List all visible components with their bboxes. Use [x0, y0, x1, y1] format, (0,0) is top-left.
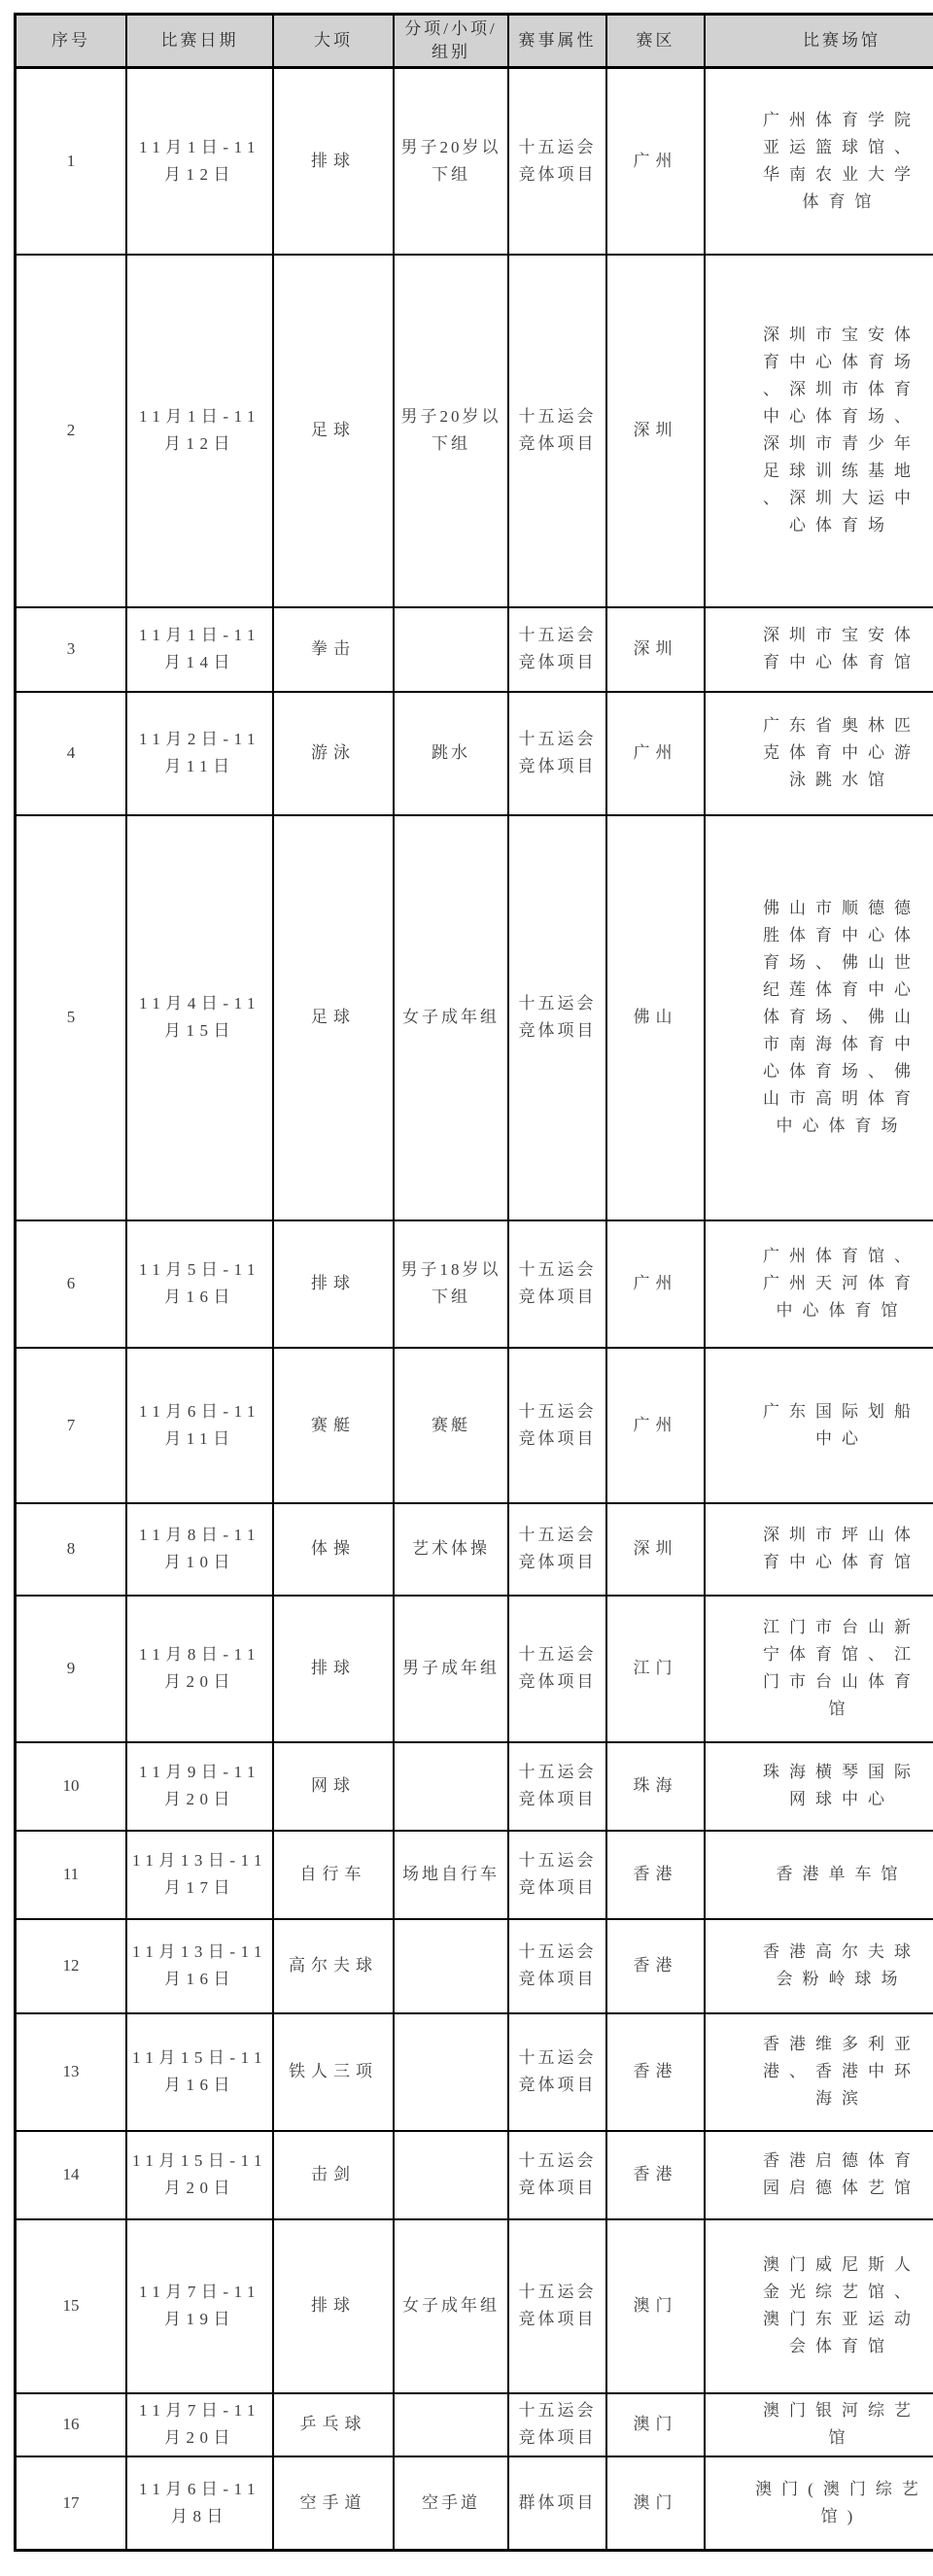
- cell-zone: 澳门: [606, 2393, 705, 2456]
- cell-zone: 澳门: [606, 2219, 705, 2393]
- cell-zone: 香港: [606, 1831, 705, 1919]
- cell-subitem: [394, 1742, 508, 1831]
- table-header: [16, 15, 933, 68]
- cell-index: 4: [16, 692, 127, 815]
- cell-date: 11月15日-11月20日: [126, 2131, 273, 2219]
- table-row: [16, 2131, 933, 2219]
- cell-attribute: 十五运会竞体项目: [508, 2013, 606, 2131]
- cell-sport: 击剑: [273, 2131, 394, 2219]
- cell-zone: 澳门: [606, 2456, 705, 2551]
- cell-zone: 广州: [606, 68, 705, 255]
- cell-venue: 深圳市宝安体育中心体育场、深圳市体育中心体育场、深圳市青少年足球训练基地、深圳大运中心体育场: [705, 255, 933, 607]
- cell-zone: 深圳: [606, 607, 705, 692]
- cell-date: 11月5日-11月16日: [126, 1220, 273, 1348]
- cell-subitem: 女子成年组: [394, 2219, 508, 2393]
- table-row: [16, 1220, 933, 1348]
- cell-subitem: [394, 2013, 508, 2131]
- table-row: [16, 1596, 933, 1742]
- cell-venue: 深圳市坪山体育中心体育馆: [705, 1503, 933, 1596]
- cell-venue: 香港单车馆: [705, 1831, 933, 1919]
- cell-venue: 广州体育馆、广州天河体育中心体育馆: [705, 1220, 933, 1348]
- cell-subitem: [394, 2393, 508, 2456]
- cell-index: 11: [16, 1831, 127, 1919]
- cell-date: 11月1日-11月12日: [126, 68, 273, 255]
- competition-schedule-table: [14, 13, 933, 2552]
- cell-index: 5: [16, 815, 127, 1220]
- cell-attribute: 十五运会竞体项目: [508, 1831, 606, 1919]
- cell-sport: 排球: [273, 2219, 394, 2393]
- cell-index: 1: [16, 68, 127, 255]
- cell-date: 11月4日-11月15日: [126, 815, 273, 1220]
- cell-subitem: 男子20岁以下组: [394, 255, 508, 607]
- cell-sport: 足球: [273, 815, 394, 1220]
- cell-zone: 深圳: [606, 1503, 705, 1596]
- cell-sport: 排球: [273, 68, 394, 255]
- cell-subitem: [394, 2131, 508, 2219]
- cell-attribute: 十五运会竞体项目: [508, 1596, 606, 1742]
- cell-attribute: 十五运会竞体项目: [508, 692, 606, 815]
- column-header-zone: 赛区: [606, 15, 705, 68]
- cell-attribute: 十五运会竞体项目: [508, 1220, 606, 1348]
- cell-sport: 乒乓球: [273, 2393, 394, 2456]
- column-header-attribute: 赛事属性: [508, 15, 606, 68]
- cell-zone: 广州: [606, 692, 705, 815]
- cell-sport: 排球: [273, 1220, 394, 1348]
- column-header-sport: 大项: [273, 15, 394, 68]
- cell-venue: 香港维多利亚港、香港中环海滨: [705, 2013, 933, 2131]
- cell-index: 14: [16, 2131, 127, 2219]
- cell-index: 16: [16, 2393, 127, 2456]
- cell-subitem: 跳水: [394, 692, 508, 815]
- cell-subitem: [394, 1919, 508, 2013]
- table-row: [16, 815, 933, 1220]
- cell-zone: 深圳: [606, 255, 705, 607]
- cell-sport: 游泳: [273, 692, 394, 815]
- cell-date: 11月1日-11月14日: [126, 607, 273, 692]
- cell-venue: 广东省奥林匹克体育中心游泳跳水馆: [705, 692, 933, 815]
- cell-attribute: 十五运会竞体项目: [508, 815, 606, 1220]
- cell-venue: 香港启德体育园启德体艺馆: [705, 2131, 933, 2219]
- cell-venue: 澳门(澳门综艺馆): [705, 2456, 933, 2551]
- cell-attribute: 十五运会竞体项目: [508, 2219, 606, 2393]
- cell-venue: 深圳市宝安体育中心体育馆: [705, 607, 933, 692]
- table-row: [16, 607, 933, 692]
- cell-index: 8: [16, 1503, 127, 1596]
- table-row: [16, 2013, 933, 2131]
- cell-subitem: 赛艇: [394, 1348, 508, 1503]
- table-row: [16, 1503, 933, 1596]
- cell-date: 11月9日-11月20日: [126, 1742, 273, 1831]
- cell-attribute: 十五运会竞体项目: [508, 1919, 606, 2013]
- cell-attribute: 十五运会竞体项目: [508, 255, 606, 607]
- cell-subitem: 男子18岁以下组: [394, 1220, 508, 1348]
- cell-sport: 自行车: [273, 1831, 394, 1919]
- cell-venue: 广东国际划船中心: [705, 1348, 933, 1503]
- table-row: [16, 1348, 933, 1503]
- cell-subitem: 艺术体操: [394, 1503, 508, 1596]
- cell-date: 11月7日-11月20日: [126, 2393, 273, 2456]
- cell-sport: 空手道: [273, 2456, 394, 2551]
- table-row: [16, 1919, 933, 2013]
- cell-index: 10: [16, 1742, 127, 1831]
- cell-sport: 网球: [273, 1742, 394, 1831]
- cell-subitem: 空手道: [394, 2456, 508, 2551]
- cell-zone: 珠海: [606, 1742, 705, 1831]
- column-header-index: 序号: [16, 15, 127, 68]
- table-row: [16, 692, 933, 815]
- cell-index: 2: [16, 255, 127, 607]
- table-row: [16, 1742, 933, 1831]
- cell-index: 3: [16, 607, 127, 692]
- cell-index: 15: [16, 2219, 127, 2393]
- cell-attribute: 十五运会竞体项目: [508, 1503, 606, 1596]
- cell-zone: 广州: [606, 1348, 705, 1503]
- cell-sport: 排球: [273, 1596, 394, 1742]
- cell-attribute: 群体项目: [508, 2456, 606, 2551]
- cell-sport: 赛艇: [273, 1348, 394, 1503]
- cell-date: 11月8日-11月20日: [126, 1596, 273, 1742]
- cell-venue: 广州体育学院亚运篮球馆、华南农业大学体育馆: [705, 68, 933, 255]
- cell-attribute: 十五运会竞体项目: [508, 2131, 606, 2219]
- cell-venue: 珠海横琴国际网球中心: [705, 1742, 933, 1831]
- cell-subitem: 女子成年组: [394, 815, 508, 1220]
- cell-zone: 佛山: [606, 815, 705, 1220]
- cell-zone: 香港: [606, 2131, 705, 2219]
- column-header-subitem: 分项/小项/组别: [394, 15, 508, 68]
- cell-date: 11月6日-11月8日: [126, 2456, 273, 2551]
- table-row: [16, 1831, 933, 1919]
- cell-subitem: 男子成年组: [394, 1596, 508, 1742]
- cell-date: 11月13日-11月17日: [126, 1831, 273, 1919]
- cell-attribute: 十五运会竞体项目: [508, 1348, 606, 1503]
- column-header-venue: 比赛场馆: [705, 15, 933, 68]
- cell-zone: 江门: [606, 1596, 705, 1742]
- column-header-date: 比赛日期: [126, 15, 273, 68]
- table-row: [16, 2456, 933, 2551]
- cell-venue: 澳门威尼斯人金光综艺馆、澳门东亚运动会体育馆: [705, 2219, 933, 2393]
- cell-venue: 香港高尔夫球会粉岭球场: [705, 1919, 933, 2013]
- cell-venue: 佛山市顺德德胜体育中心体育场、佛山世纪莲体育中心体育场、佛山市南海体育中心体育场、佛山市高明体育中心体育场: [705, 815, 933, 1220]
- cell-date: 11月1日-11月12日: [126, 255, 273, 607]
- cell-sport: 足球: [273, 255, 394, 607]
- cell-zone: 香港: [606, 1919, 705, 2013]
- cell-subitem: 男子20岁以下组: [394, 68, 508, 255]
- cell-sport: 拳击: [273, 607, 394, 692]
- cell-attribute: 十五运会竞体项目: [508, 2393, 606, 2456]
- header-row: [16, 15, 933, 68]
- cell-attribute: 十五运会竞体项目: [508, 1742, 606, 1831]
- cell-index: 7: [16, 1348, 127, 1503]
- cell-attribute: 十五运会竞体项目: [508, 607, 606, 692]
- cell-index: 12: [16, 1919, 127, 2013]
- table-row: [16, 2393, 933, 2456]
- cell-subitem: 场地自行车: [394, 1831, 508, 1919]
- cell-zone: 香港: [606, 2013, 705, 2131]
- cell-venue: 江门市台山新宁体育馆、江门市台山体育馆: [705, 1596, 933, 1742]
- cell-date: 11月8日-11月10日: [126, 1503, 273, 1596]
- cell-date: 11月7日-11月19日: [126, 2219, 273, 2393]
- cell-subitem: [394, 607, 508, 692]
- cell-venue: 澳门银河综艺馆: [705, 2393, 933, 2456]
- cell-index: 13: [16, 2013, 127, 2131]
- table-row: [16, 2219, 933, 2393]
- cell-zone: 广州: [606, 1220, 705, 1348]
- cell-index: 17: [16, 2456, 127, 2551]
- cell-sport: 铁人三项: [273, 2013, 394, 2131]
- cell-date: 11月15日-11月16日: [126, 2013, 273, 2131]
- table-row: [16, 68, 933, 255]
- table-body: [16, 68, 933, 2551]
- cell-sport: 体操: [273, 1503, 394, 1596]
- cell-sport: 高尔夫球: [273, 1919, 394, 2013]
- cell-attribute: 十五运会竞体项目: [508, 68, 606, 255]
- cell-date: 11月2日-11月11日: [126, 692, 273, 815]
- cell-index: 6: [16, 1220, 127, 1348]
- cell-date: 11月6日-11月11日: [126, 1348, 273, 1503]
- table-row: [16, 255, 933, 607]
- cell-date: 11月13日-11月16日: [126, 1919, 273, 2013]
- cell-index: 9: [16, 1596, 127, 1742]
